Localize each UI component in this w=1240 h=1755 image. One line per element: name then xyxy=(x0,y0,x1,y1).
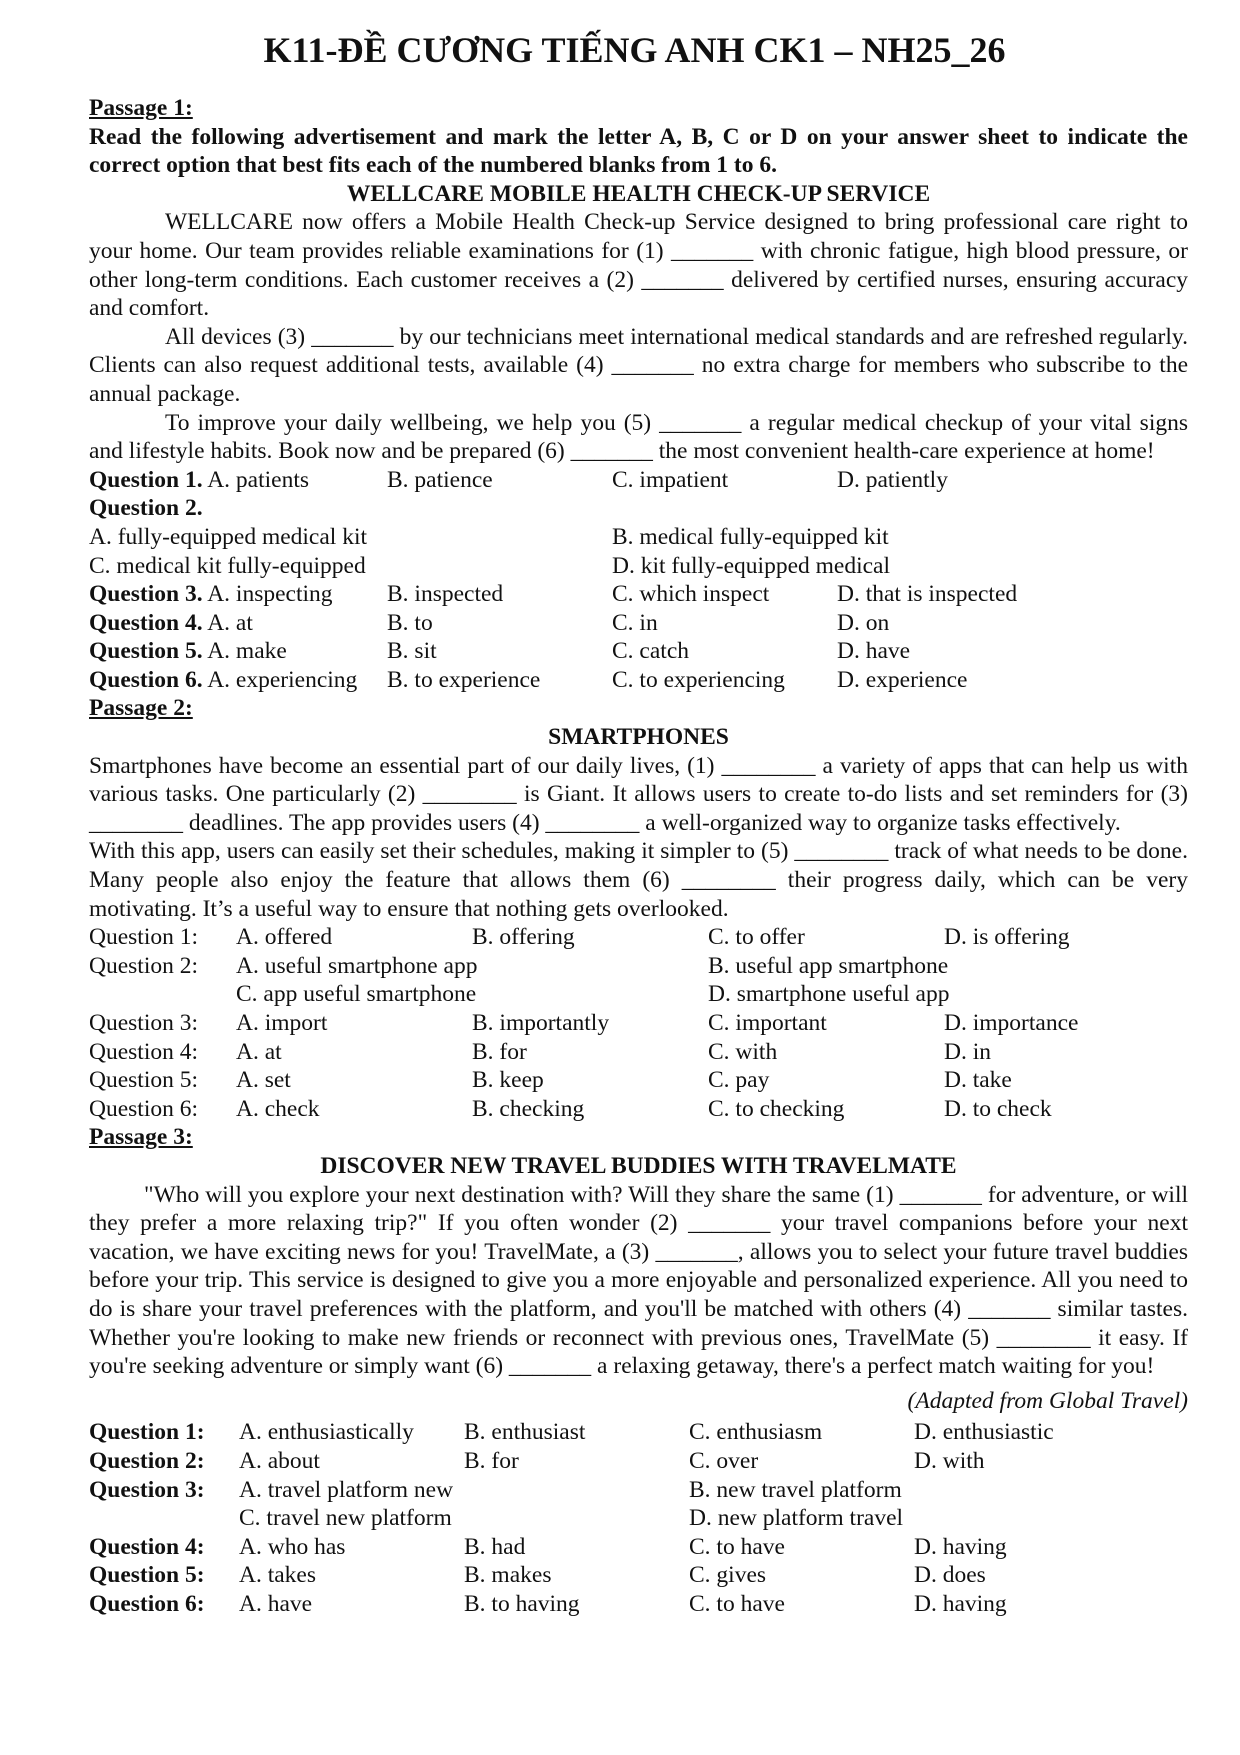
question-label: Question 2. xyxy=(89,495,203,522)
passage-paragraph: Smartphones have become an essential part of our daily lives, (1) ________ a variety of apps that can help us with various tasks. One particularly (2) ________ is Giant. It allows users to create to-do lists and set reminders for (3) ________ deadlines. The app provides users (4) ________ a well-organized way to organize tasks effectively. xyxy=(89,752,1188,836)
option-b: B. for xyxy=(472,1038,527,1065)
option-c: C. app useful smartphone xyxy=(236,981,477,1008)
question-row xyxy=(89,609,1188,638)
option-c-d xyxy=(689,1418,1188,1447)
question-label: Question 6. xyxy=(89,666,203,693)
option-b: B. useful app smartphone xyxy=(708,952,949,979)
passage-title: DISCOVER NEW TRAVEL BUDDIES WITH TRAVELMATE xyxy=(320,1152,957,1179)
question-row xyxy=(89,1418,1188,1447)
option-c: C. enthusiasm xyxy=(689,1419,823,1446)
option-c: C. in xyxy=(612,609,658,636)
passage-paragraph: All devices (3) _______ by our technicians meet international medical standards and are refreshed regularly. Clients can also request additional tests, available (4) _______ no extra charge for members who subscribe to the annual package. xyxy=(89,323,1188,407)
option-c: C. with xyxy=(708,1038,778,1065)
question-label: Question 3. xyxy=(89,581,203,608)
option-c-d xyxy=(708,923,1188,952)
option-d: D. is offering xyxy=(944,924,1070,951)
option-c: C. over xyxy=(689,1447,759,1474)
option-c: C. to offer xyxy=(708,924,805,951)
question-cell xyxy=(89,637,387,666)
option-d: D. does xyxy=(914,1562,986,1589)
passage-1 xyxy=(89,94,1188,694)
option-b: B. enthusiast xyxy=(464,1419,586,1446)
option-d: D. on xyxy=(837,609,890,636)
question-row xyxy=(89,1476,1188,1533)
option-c: C. important xyxy=(708,1010,827,1036)
question-label: Question 3: xyxy=(89,1010,199,1036)
option-b: B. sit xyxy=(387,638,437,665)
option-d: D. patiently xyxy=(837,466,948,493)
option-c-d xyxy=(689,1533,1188,1562)
question-label: Question 4: xyxy=(89,1533,205,1560)
question-row xyxy=(89,1009,1188,1038)
option-a: A. offered xyxy=(236,924,333,951)
document-title: K11-ĐỀ CƯƠNG TIẾNG ANH CK1 – NH25_26 xyxy=(263,30,1006,70)
option-c-d xyxy=(689,1561,1188,1590)
option-a: A. at xyxy=(236,1038,282,1065)
question-row xyxy=(89,1447,1188,1476)
option-b: B. medical fully-equipped kit xyxy=(612,523,889,550)
question-cell xyxy=(89,609,387,638)
option-a: A. fully-equipped medical kit xyxy=(89,523,368,550)
option-c: C. to have xyxy=(689,1590,785,1617)
question-row xyxy=(89,1590,1188,1619)
question-label: Question 4. xyxy=(89,609,203,636)
option-d: D. have xyxy=(837,638,911,665)
question-row xyxy=(89,1561,1188,1590)
question-cell xyxy=(89,466,387,495)
option-c: C. travel new platform xyxy=(239,1505,452,1532)
passage-2 xyxy=(89,694,1188,1123)
option-c: C. catch xyxy=(612,638,689,665)
option-c: C. to have xyxy=(689,1533,785,1560)
passage-paragraph: "Who will you explore your next destination with? Will they share the same (1) _______ for adventure, or will they prefer a more relaxing trip?" If you often wonder (2) _______ your travel companions before your next vacation, we have exciting news for you! TravelMate, a (3) _______, allows you to select your future travel buddies before your trip. This service is designed to give you a more enjoyable and personalized experience. All you need to do is share your travel preferences with the platform, and you'll be matched with others (4) _______ similar tastes. Whether you're looking to make new friends or reconnect with previous ones, TravelMate (5) ________ it easy. If you're seeking adventure or simply want (6) _______ a relaxing getaway, there's a perfect match waiting for you! xyxy=(89,1181,1188,1380)
passage-heading: Passage 3: xyxy=(89,1124,193,1151)
option-c-d xyxy=(689,1590,1188,1619)
passage-3 xyxy=(89,1123,1188,1618)
option-a: A. import xyxy=(236,1010,328,1036)
option-d: D. kit fully-equipped medical xyxy=(612,552,891,579)
option-d: D. smartphone useful app xyxy=(708,981,950,1008)
option-a: A. set xyxy=(236,1067,291,1094)
option-d: D. importance xyxy=(944,1010,1079,1036)
question-row xyxy=(89,466,1188,495)
option-c: C. impatient xyxy=(612,466,729,493)
instructions: Read the following advertisement and mark the letter A, B, C or D on your answer sheet to indicate the correct option that best fits each of the numbered blanks from 1 to 6. xyxy=(89,123,1188,179)
option-b: B. for xyxy=(464,1447,519,1474)
question-row xyxy=(89,952,1188,1009)
question-label: Question 5. xyxy=(89,638,203,665)
option-a: A. have xyxy=(239,1590,313,1617)
option-c-d xyxy=(708,1009,1188,1038)
option-d: D. take xyxy=(944,1067,1012,1094)
option-a: A. about xyxy=(239,1447,320,1474)
option-a: A. travel platform new xyxy=(239,1476,454,1503)
option-c-d xyxy=(708,1066,1188,1095)
option-b: B. to xyxy=(387,609,433,636)
question-row xyxy=(89,1095,1188,1124)
option-b: B. to experience xyxy=(387,666,541,693)
option-d: D. experience xyxy=(837,666,968,693)
option-c-d xyxy=(708,1038,1188,1067)
question-row xyxy=(89,923,1188,952)
option-b: B. makes xyxy=(464,1562,552,1589)
passage-title: SMARTPHONES xyxy=(548,724,729,751)
question-label: Question 2: xyxy=(89,1447,205,1474)
option-a: A. enthusiastically xyxy=(239,1419,414,1446)
passage-title: WELLCARE MOBILE HEALTH CHECK-UP SERVICE xyxy=(346,180,931,207)
option-c: C. medical kit fully-equipped xyxy=(89,552,366,579)
option-c: C. gives xyxy=(689,1562,767,1589)
option-a: A. experiencing xyxy=(207,666,358,693)
question-label: Question 2: xyxy=(89,952,199,979)
option-c: C. to checking xyxy=(708,1095,845,1122)
option-a: A. check xyxy=(236,1095,320,1122)
option-d: D. in xyxy=(944,1038,991,1065)
option-c: C. to experiencing xyxy=(612,666,785,693)
option-c-d xyxy=(689,1447,1188,1476)
question-cell xyxy=(89,580,387,609)
option-a: A. inspecting xyxy=(207,581,333,608)
option-a: A. patients xyxy=(207,466,310,493)
question-label: Question 4: xyxy=(89,1038,199,1065)
question-label: Question 6: xyxy=(89,1590,205,1617)
option-b: B. offering xyxy=(472,924,575,951)
question-row xyxy=(89,1066,1188,1095)
option-b: B. checking xyxy=(472,1095,585,1122)
option-d: D. having xyxy=(914,1590,1007,1617)
question-label: Question 6: xyxy=(89,1095,199,1122)
passage-paragraph: To improve your daily wellbeing, we help you (5) _______ a regular medical checkup of your vital signs and lifestyle habits. Book now and be prepared (6) _______ the most convenient health-care experience at home! xyxy=(89,409,1188,465)
option-a: A. takes xyxy=(239,1562,317,1589)
option-b: B. keep xyxy=(472,1067,544,1094)
question-row xyxy=(89,580,1188,609)
option-d: D. having xyxy=(914,1533,1007,1560)
option-a: A. useful smartphone app xyxy=(236,952,478,979)
option-d: D. with xyxy=(914,1447,985,1474)
option-a: A. at xyxy=(207,609,253,636)
passage-heading: Passage 2: xyxy=(89,695,193,722)
option-b: B. importantly xyxy=(472,1010,610,1036)
question-row xyxy=(89,1533,1188,1562)
option-c: C. pay xyxy=(708,1067,770,1094)
option-d: D. that is inspected xyxy=(837,581,1018,608)
option-b: B. to having xyxy=(464,1590,580,1617)
question-row xyxy=(89,1038,1188,1067)
question-label: Question 1. xyxy=(89,466,203,493)
option-b: B. inspected xyxy=(387,581,504,608)
option-b: B. new travel platform xyxy=(689,1476,902,1503)
option-a: A. who has xyxy=(239,1533,346,1560)
question-label: Question 1: xyxy=(89,924,199,951)
question-row xyxy=(89,666,1188,695)
source-note: (Adapted from Global Travel) xyxy=(907,1387,1188,1414)
option-d: D. to check xyxy=(944,1095,1052,1122)
question-row xyxy=(89,494,1188,580)
question-label: Question 3: xyxy=(89,1476,205,1503)
question-cell xyxy=(89,666,387,695)
passage-heading: Passage 1: xyxy=(89,95,193,121)
question-label: Question 5: xyxy=(89,1562,205,1589)
option-b: B. had xyxy=(464,1533,526,1560)
question-label: Question 5: xyxy=(89,1067,199,1094)
option-d: D. enthusiastic xyxy=(914,1419,1054,1446)
option-c-d xyxy=(708,1095,1188,1124)
question-label: Question 1: xyxy=(89,1419,205,1446)
passage-paragraph: With this app, users can easily set their schedules, making it simpler to (5) ________ track of what needs to be done. Many people also enjoy the feature that allows them (6) ________ their progress daily, which can be very motivating. It’s a useful way to ensure that nothing gets overlooked. xyxy=(89,838,1188,922)
option-b: B. patience xyxy=(387,466,493,493)
option-c: C. which inspect xyxy=(612,581,770,608)
option-d: D. new platform travel xyxy=(689,1505,904,1532)
passage-paragraph: WELLCARE now offers a Mobile Health Check-up Service designed to bring professional care right to your home. Our team provides reliable examinations for (1) _______ with chronic fatigue, high blood pressure, or other long-term conditions. Each customer receives a (2) _______ delivered by certified nurses, ensuring accuracy and comfort. xyxy=(89,209,1188,322)
option-a: A. make xyxy=(207,638,287,665)
question-row xyxy=(89,637,1188,666)
